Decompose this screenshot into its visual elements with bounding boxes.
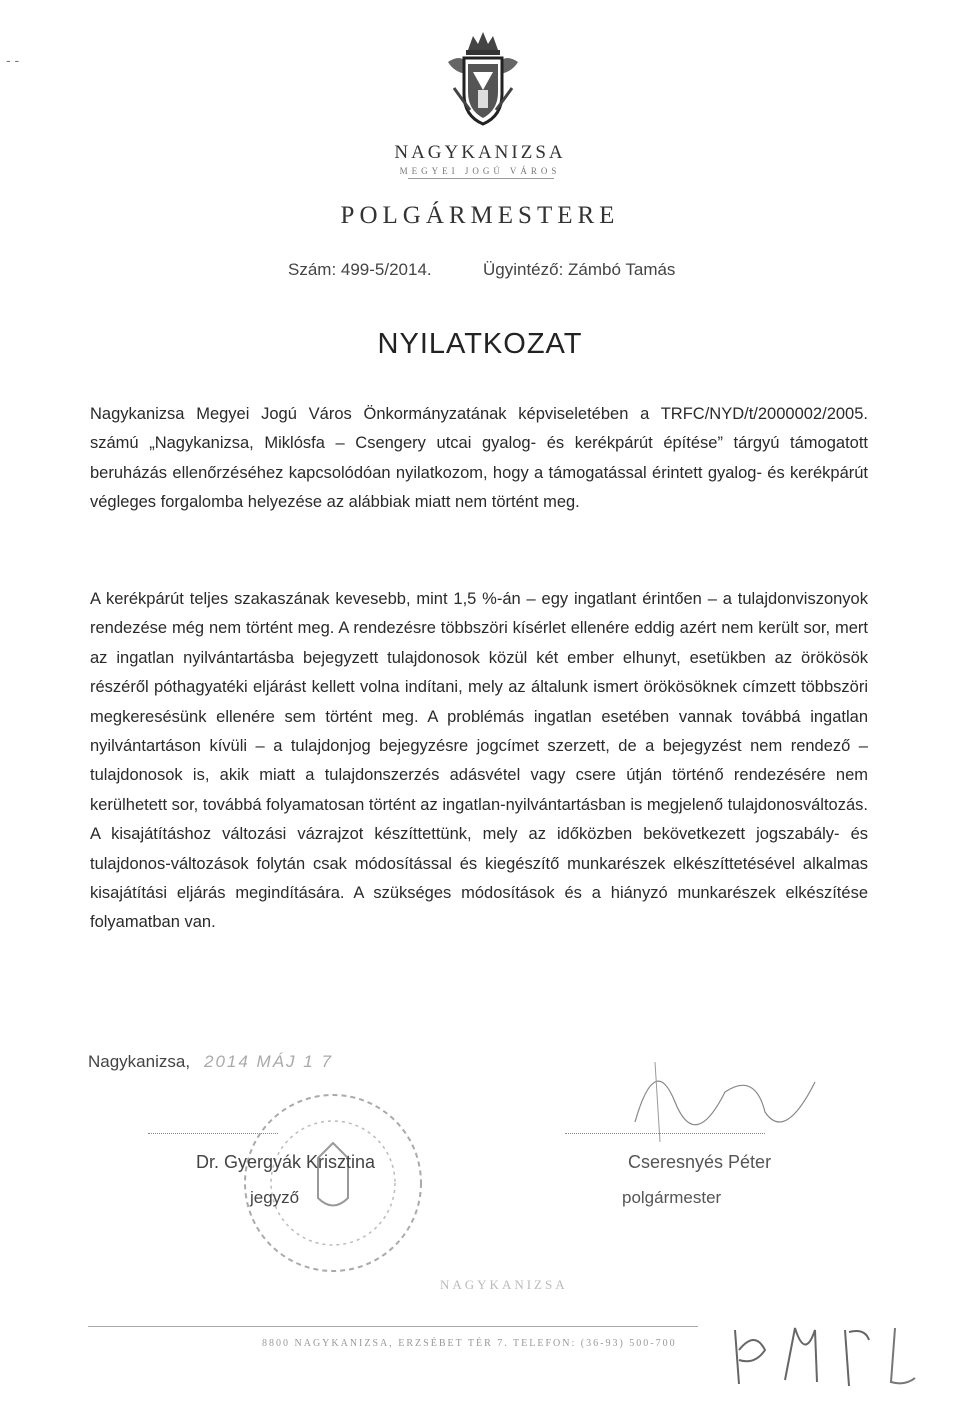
letterhead-divider	[408, 178, 554, 179]
handwritten-signature-icon	[615, 1042, 825, 1162]
city-coat-of-arms-icon	[440, 28, 526, 128]
closing-place: Nagykanizsa,	[88, 1052, 191, 1071]
signatory-role-left: jegyző	[250, 1188, 300, 1207]
body-paragraph: Nagykanizsa Megyei Jogú Város Önkormányzatának képviseletében a TRFC/NYD/t/2000002/2005. számú „Nagykanizsa, Miklósfa – Csengery utcai gyalog- és kerékpárút építése” tárgyú támogatott beruházás ellenőrzéséhez kapcsolódóan nyilatkozom, hogy a támogatással érintett gyalog- és kerékpárút végleges forgalomba helyezése az alábbiak miatt nem történt meg.	[90, 405, 868, 512]
signatory-name-right: Cseresnyés Péter	[628, 1152, 772, 1172]
letterhead-office: POLGÁRMESTERE	[340, 202, 620, 229]
body-paragraph: A kerékpárút teljes szakaszának kevesebb, mint 1,5 %-án – egy ingatlant érintően – a tulajdonviszonyok rendezése még nem történt meg. A rendezésre többszöri kísérlet ellenére eddig azért nem került sor, mert az ingatlan nyilvántartásba bejegyzett tulajdonosok közül két ember elhunyt, esetükben az örökösök részéről póthagyatéki eljárást kellett volna indítani, mely az általunk ismert örökösöknek címzett többszöri megkeresésünk ellenére sem történt meg. A problémás ingatlan esetében vannak továbbá ingatlan nyilvántartáson kívüli – a tulajdonjog bejegyzésre jogcímet szerzett, de a bejegyzést nem rendező – tulajdonosok is, akik miatt a tulajdonszerzés adásvétel vagy csere útján történő rendezésére nem kerülhetett sor, továbbá folyamatosan történt az ingatlan-nyilvántartásban is megjelenő tulajdonosváltozás. A kisajátításhoz változási vázrajzot készíttettünk, mely az időközben bekövetkezett jogszabály- és tulajdonos-változások folytán csak módosítással és kiegészítő munkarészek elkészíttetésével alkalmas kisajátítási eljárás megindítására. A szükséges módosítások és a hiányzó munkarészek elkészítése folyamatban van.	[90, 590, 868, 932]
signatory-name-left: Dr. Gyergyák Krisztina	[196, 1152, 376, 1172]
scan-mark: - -	[6, 52, 20, 68]
signature-line-right	[565, 1133, 765, 1134]
signature-line-left	[148, 1133, 278, 1134]
date-stamp: 2014 MÁJ 1 7	[204, 1052, 333, 1071]
seal-text: NAGYKANIZSA	[440, 1277, 568, 1292]
reference-number: Szám: 499-5/2014.	[288, 260, 432, 279]
document-title: NYILATKOZAT	[377, 328, 583, 360]
footer-divider	[88, 1326, 698, 1327]
letterhead-city: NAGYKANIZSA	[394, 142, 566, 163]
reference-administrator: Ügyintéző: Zámbó Tamás	[483, 260, 676, 279]
official-seal-icon	[238, 1088, 428, 1278]
letterhead-footer: 8800 NAGYKANIZSA, ERZSÉBET TÉR 7. TELEFON: (36-93) 500-700	[262, 1338, 677, 1349]
letterhead-city-subtitle: MEGYEI JOGÚ VÁROS	[399, 166, 561, 176]
handwritten-initials-icon	[725, 1320, 935, 1390]
signatory-role-right: polgármester	[622, 1188, 722, 1207]
